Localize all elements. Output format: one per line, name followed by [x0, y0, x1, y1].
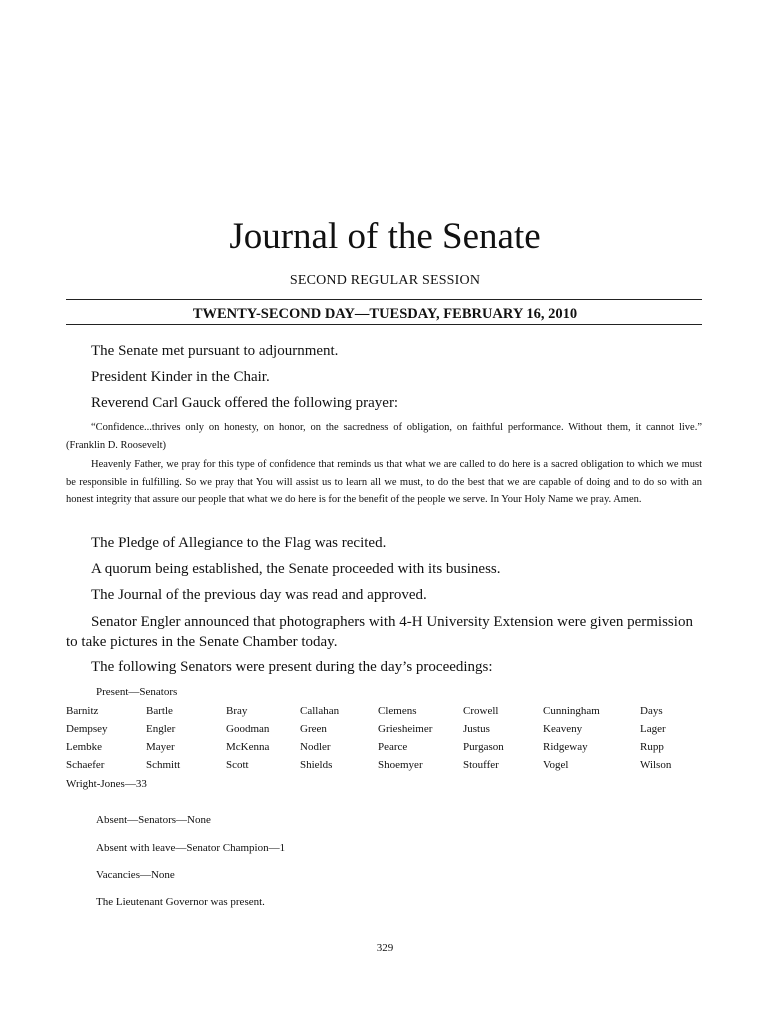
senator-name: Days [640, 705, 663, 717]
adjournment-paragraph: The Senate met pursuant to adjournment. [91, 343, 339, 359]
session-subtitle: SECOND REGULAR SESSION [289, 273, 481, 288]
absent-line: Absent—Senators—None [96, 814, 211, 826]
senator-name: Scott [226, 759, 249, 771]
senator-name: Bray [226, 705, 248, 717]
senator-name: Pearce [378, 741, 408, 753]
senator-name: Barnitz [66, 705, 99, 717]
journal-approved-paragraph: The Journal of the previous day was read and approved. [91, 587, 427, 603]
senator-name: Lager [640, 723, 666, 735]
top-rule [66, 299, 702, 300]
senator-name: Ridgeway [543, 741, 588, 753]
senator-name: Engler [146, 723, 176, 735]
senator-name: Cunningham [543, 705, 600, 717]
senator-name: Shoemyer [378, 759, 423, 771]
senator-name: Justus [463, 723, 490, 735]
senator-name: Goodman [226, 723, 270, 735]
senator-name: Bartle [146, 705, 173, 717]
quorum-paragraph: A quorum being established, the Senate proceeded with its business. [91, 561, 501, 577]
senator-name: Vogel [543, 759, 569, 771]
senator-name: Clemens [378, 705, 417, 717]
senator-name: Schaefer [66, 759, 105, 771]
absent-with-leave-line: Absent with leave—Senator Champion—1 [96, 842, 286, 854]
senator-name: Mayer [146, 741, 175, 753]
senator-name: Schmitt [146, 759, 181, 771]
day-heading: TWENTY-SECOND DAY—TUESDAY, FEBRUARY 16, 2010 [192, 306, 578, 322]
pledge-paragraph: The Pledge of Allegiance to the Flag was recited. [91, 535, 387, 551]
journal-title: Journal of the Senate [229, 216, 541, 257]
present-senators-label: Present—Senators [96, 686, 178, 698]
announcement-paragraph: Senator Engler announced that photographers with 4-H University Extension were given permission to take pictures in the Senate Chamber today. [66, 614, 693, 650]
prayer-intro-paragraph: Reverend Carl Gauck offered the following prayer: [91, 395, 399, 411]
senator-name: Rupp [640, 741, 664, 753]
senator-name: Nodler [300, 741, 331, 753]
senator-name: McKenna [226, 741, 270, 753]
present-intro-paragraph: The following Senators were present during the day’s proceedings: [91, 659, 493, 675]
senator-name: Crowell [463, 705, 499, 717]
senator-name: Wilson [640, 759, 672, 771]
senator-name: Green [300, 723, 327, 735]
page-number: 329 [376, 942, 394, 954]
vacancies-line: Vacancies—None [96, 869, 175, 881]
senator-name: Stouffer [463, 759, 499, 771]
senator-name: Shields [300, 759, 333, 771]
senator-name: Griesheimer [378, 723, 433, 735]
present-total: Wright-Jones—33 [66, 778, 147, 790]
lieutenant-governor-line: The Lieutenant Governor was present. [96, 896, 265, 908]
senator-name: Purgason [463, 741, 504, 753]
prayer-text: Heavenly Father, we pray for this type of confidence that reminds us that what we are called to do here is a sacred obligation to which we must be responsible in fulfilling. So we pray that You will assist us to learn all we must, to do the best that we are capable of doing and to do so with an honest integrity that assure our people that what we do here is for the benefit of the people we serve. In Your Holy Name we pray. Amen. [66, 459, 702, 505]
senator-name: Dempsey [66, 723, 108, 735]
senator-name: Lembke [66, 741, 103, 753]
chair-paragraph: President Kinder in the Chair. [91, 369, 270, 385]
senator-name: Keaveny [543, 723, 583, 735]
bottom-rule [66, 324, 702, 325]
roosevelt-quote: “Confidence...thrives only on honesty, on honor, on the sacredness of obligation, on faithful performance. Without them, it cannot live.” (Franklin D. Roosevelt) [66, 422, 702, 451]
senator-name: Callahan [300, 705, 340, 717]
